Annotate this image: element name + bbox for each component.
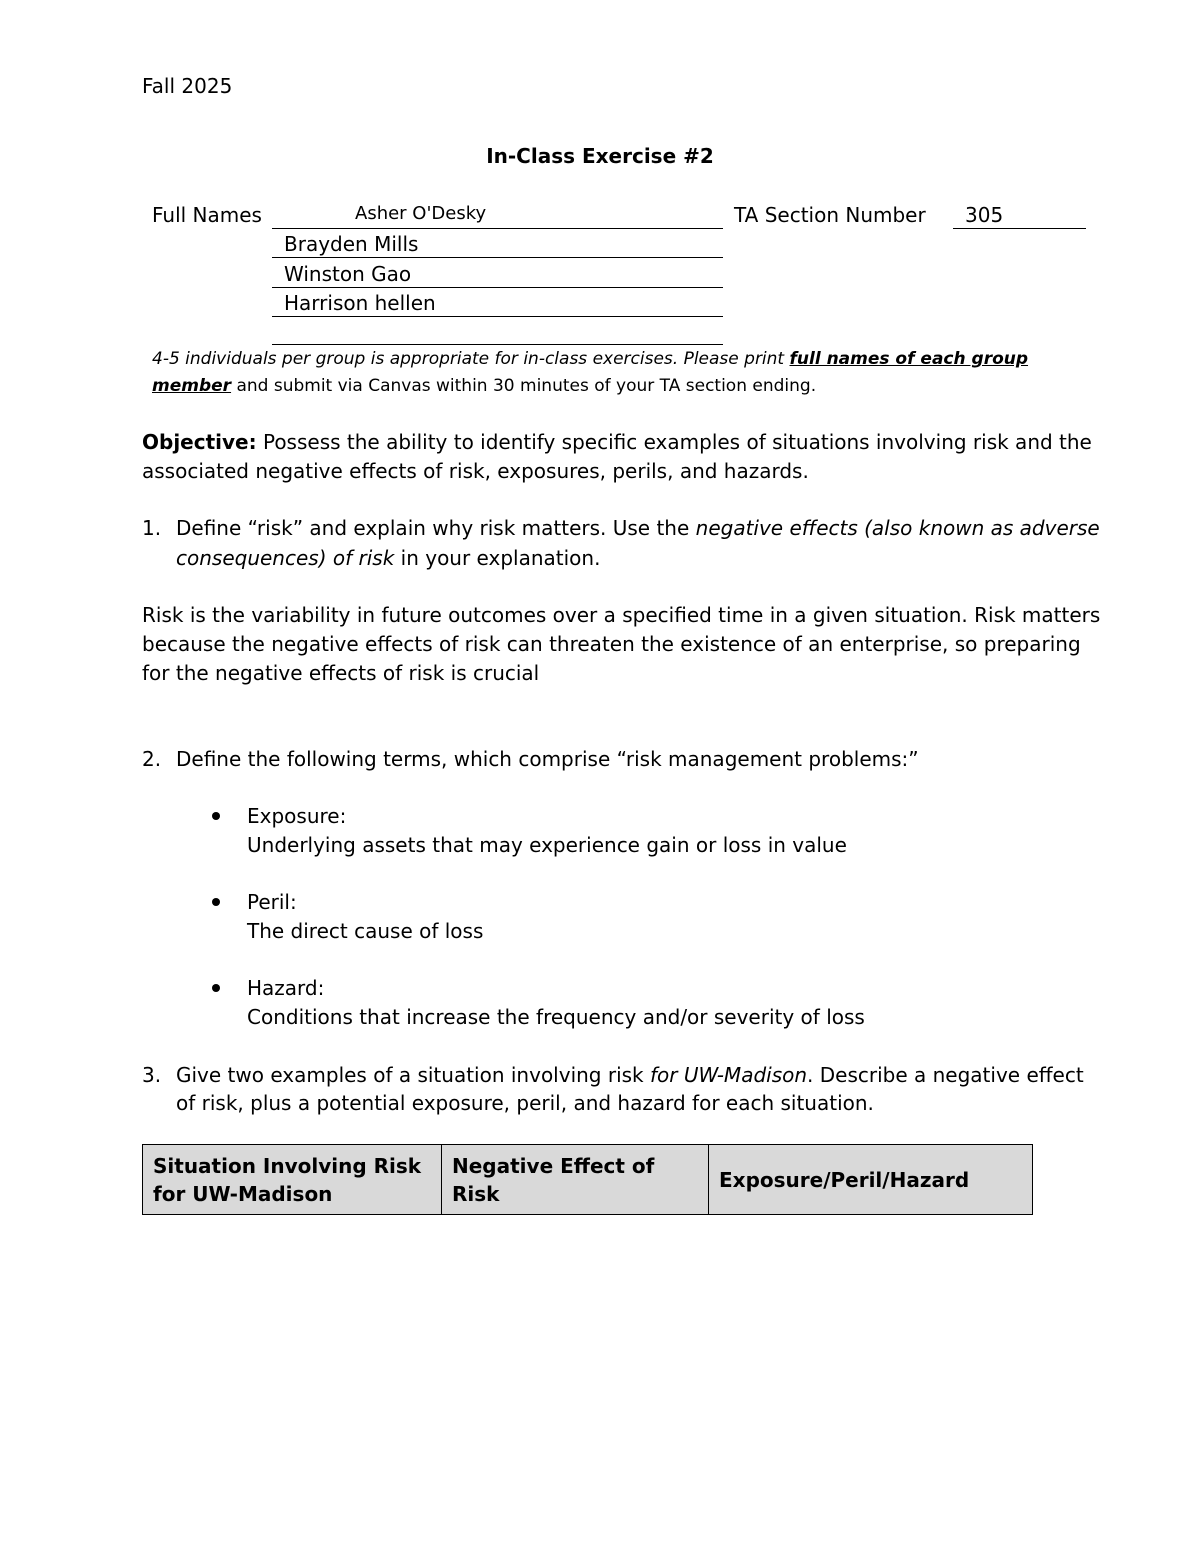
bullet-icon bbox=[212, 984, 220, 992]
question-2-text: Define the following terms, which comprise “risk management problems:” bbox=[176, 747, 919, 771]
definition-hazard: Conditions that increase the frequency and/or severity of loss bbox=[247, 1005, 865, 1029]
name-line-1 bbox=[272, 228, 723, 229]
definition-exposure: Underlying assets that may experience gain or loss in value bbox=[247, 833, 847, 857]
name-line-4 bbox=[272, 316, 723, 317]
question-1-line2 bbox=[176, 546, 600, 570]
table-header-row bbox=[143, 1145, 1033, 1215]
group-note-line1 bbox=[152, 349, 1028, 369]
ta-section-field[interactable]: 305 bbox=[965, 203, 1004, 227]
note-emphasis-1: full names of each group bbox=[789, 349, 1029, 369]
question-1-text-d: in your explanation. bbox=[394, 546, 601, 570]
note-emphasis-2: member bbox=[152, 376, 232, 396]
answer-1-line3: for the negative effects of risk is crucial bbox=[142, 661, 540, 685]
name-line-2 bbox=[272, 257, 723, 258]
note-text-1: 4-5 individuals per group is appropriate for in-class exercises. Please print bbox=[152, 349, 790, 369]
name-line-3 bbox=[272, 287, 723, 288]
question-3-line2: of risk, plus a potential exposure, peril, and hazard for each situation. bbox=[176, 1091, 874, 1115]
note-text-2: and submit via Canvas within 30 minutes of your TA section ending. bbox=[231, 376, 817, 396]
answer-1-line1: Risk is the variability in future outcomes over a specified time in a given situation. Risk matters bbox=[142, 603, 1101, 627]
question-3-number: 3. bbox=[142, 1063, 162, 1087]
objective-line2: associated negative effects of risk, exposures, perils, and hazards. bbox=[142, 459, 809, 483]
question-3-text-c: . Describe a negative effect bbox=[807, 1063, 1084, 1087]
name-field-2[interactable]: Brayden Mills bbox=[284, 232, 419, 256]
name-line-5 bbox=[272, 344, 723, 345]
name-field-3[interactable]: Winston Gao bbox=[284, 262, 412, 286]
ta-section-line bbox=[953, 228, 1086, 229]
term-hazard: Hazard: bbox=[247, 976, 325, 1000]
table-header-negative-effect: Negative Effect of Risk bbox=[442, 1145, 709, 1215]
objective-line1 bbox=[142, 430, 1092, 454]
question-1-number: 1. bbox=[142, 516, 162, 540]
definition-peril: The direct cause of loss bbox=[247, 919, 484, 943]
question-1-text-c: consequences) of risk bbox=[176, 546, 395, 570]
bullet-icon bbox=[212, 812, 220, 820]
ta-section-label: TA Section Number bbox=[734, 203, 926, 227]
question-3-line1 bbox=[176, 1063, 1084, 1087]
question-1-text-b: negative effects (also known as adverse bbox=[695, 516, 1100, 540]
bullet-icon bbox=[212, 898, 220, 906]
term-peril: Peril: bbox=[247, 890, 297, 914]
name-field-1[interactable]: Asher O'Desky bbox=[355, 203, 487, 224]
objective-label: Objective: bbox=[142, 430, 257, 454]
answer-1-line2: because the negative effects of risk can threaten the existence of an enterprise, so preparing bbox=[142, 632, 1081, 656]
full-names-label: Full Names bbox=[152, 203, 262, 227]
table-header-situation: Situation Involving Risk for UW-Madison bbox=[143, 1145, 442, 1215]
term-exposure: Exposure: bbox=[247, 804, 347, 828]
question-2-number: 2. bbox=[142, 747, 162, 771]
question-1-line1 bbox=[176, 516, 1100, 540]
term-label: Fall 2025 bbox=[142, 74, 233, 98]
page-title: In-Class Exercise #2 bbox=[486, 144, 714, 168]
question-3-text-a: Give two examples of a situation involving risk bbox=[176, 1063, 650, 1087]
question-3-text-b: for UW-Madison bbox=[650, 1063, 808, 1087]
risk-table bbox=[142, 1144, 1033, 1215]
name-field-4[interactable]: Harrison hellen bbox=[284, 291, 436, 315]
group-note-line2 bbox=[152, 376, 816, 396]
table-header-exposure: Exposure/Peril/Hazard bbox=[709, 1145, 1033, 1215]
objective-text-1: Possess the ability to identify specific examples of situations involving risk and the bbox=[256, 430, 1092, 454]
question-1-text-a: Define “risk” and explain why risk matters. Use the bbox=[176, 516, 696, 540]
